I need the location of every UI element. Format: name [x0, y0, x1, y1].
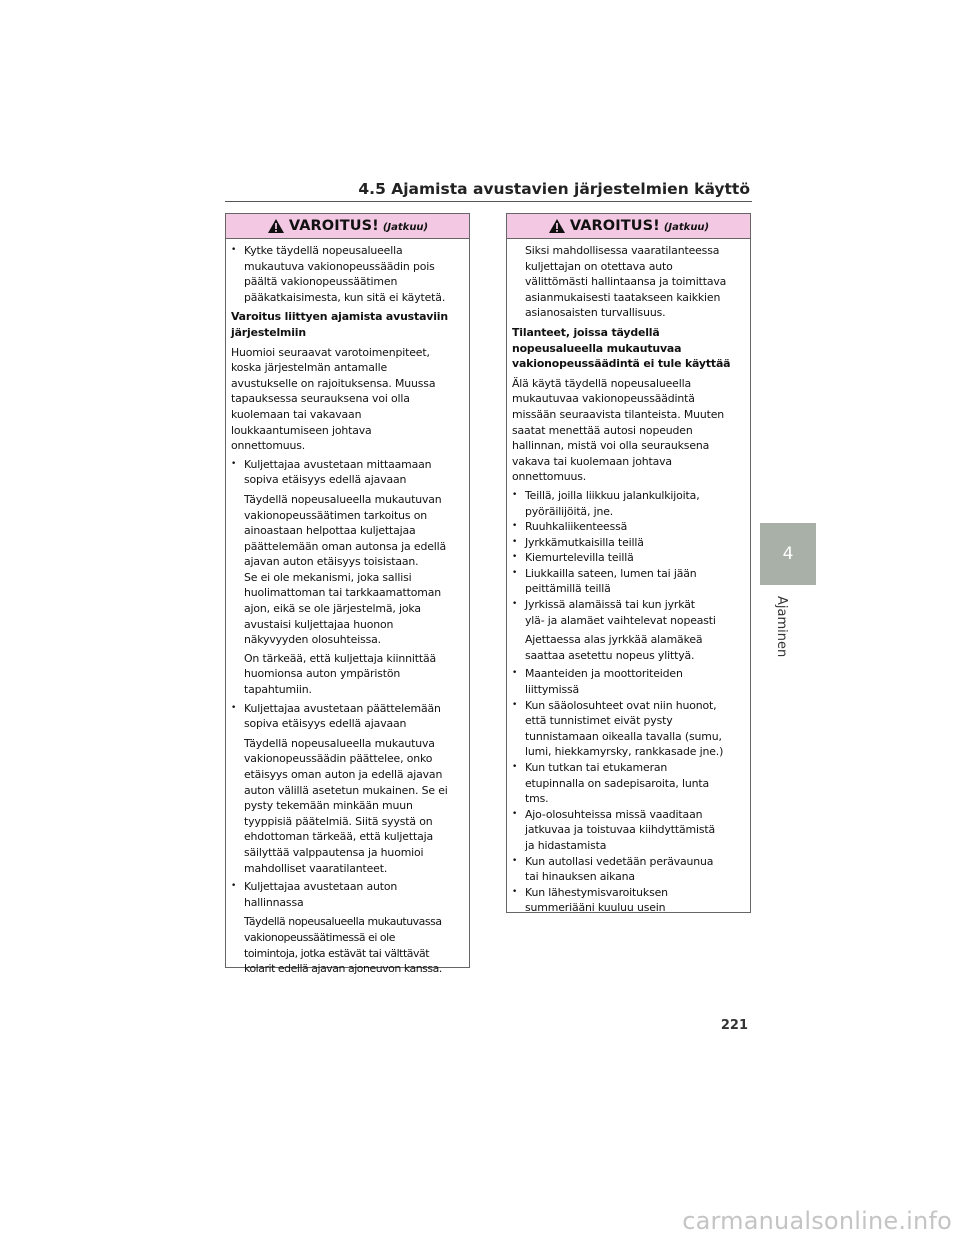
subheading: Tilanteet, joissa täydellä nopeusalueella mukautuvaa vakionopeussäädintä ei tule käyttää	[512, 325, 731, 371]
bullet-item: • Kun tutkan tai etukameran etupinnalla on sadepisaroita, lunta tms.	[512, 760, 742, 807]
bullet-item: • Ajo-olosuhteissa missä vaaditaan jatkuvaa ja toistuvaa kiihdyttämistä ja hidastamista	[512, 807, 742, 854]
continued-paragraph: Siksi mahdollisessa vaaratilanteessa kuljettajan on otettava auto välittömästi hallintaansa ja toimittava asianmukaisesti taatakseen kaikkien asianosaisten turvallisuus.	[525, 244, 727, 320]
warning-triangle-icon	[548, 218, 566, 234]
bullet-item: • Teillä, joilla liikkuu jalankulkijoita, pyöräilijöitä, jne.	[512, 488, 742, 519]
bullet-item: • Ruuhkaliikenteessä	[512, 519, 742, 535]
warning-continued: (Jatkuu)	[382, 222, 429, 233]
warning-body	[226, 239, 469, 977]
bullet-item: • Kuljettajaa avustetaan mittaamaan sopiva etäisyys edellä ajavaan	[231, 457, 461, 488]
chapter-label: Ajaminen	[774, 596, 789, 658]
bullet-item: • Jyrkkämutkaisilla teillä	[512, 535, 742, 551]
warning-box-right	[506, 213, 751, 913]
indented-paragraph: Täydellä nopeusalueella mukautuvassa vakionopeussäätimessä ei ole toimintoja, jotka estävät tai välttävät kolarit edellä ajavan ajoneuvon kanssa.	[244, 915, 442, 976]
bullet-item: • Kiemurtelevilla teillä	[512, 550, 742, 566]
indented-paragraph: Täydellä nopeusalueella mukautuva vakionopeussäädin päättelee, onko etäisyys oman auton ja edellä ajavan auton välillä asetetun mukainen. Se ei pysty tekemään minkään muun tyyppisiä päätelmiä. Siitä syystä on ehdottoman tärkeää, että kuljettaja säilyttää valppautensa ja huomioi mahdolliset vaaratilanteet.	[244, 736, 448, 875]
indented-paragraph: Ajettaessa alas jyrkkää alamäkeä saattaa asetettu nopeus ylittyä.	[525, 633, 703, 662]
bullet-item: • Maanteiden ja moottoriteiden liittymissä	[512, 666, 742, 697]
warning-header	[507, 214, 750, 239]
bullet-item: • Kun sääolosuhteet ovat niin huonot, että tunnistimet eivät pysty tunnistamaan oikealla tavalla (sumu, lumi, hiekkamyrsky, rankkasade jne.)	[512, 698, 742, 760]
bullet-item: • Jyrkissä alamäissä tai kun jyrkät ylä- ja alamäet vaihtelevat nopeasti	[512, 597, 742, 628]
warning-triangle-icon	[267, 218, 285, 234]
section-header-title: 4.5 Ajamista avustavien järjestelmien käyttö	[358, 180, 750, 198]
paragraph: Älä käytä täydellä nopeusalueella mukautuvaa vakionopeussäädintä missään seuraavista tilanteista. Muuten saatat menettää autosi nopeuden hallinnan, mistä voi olla seurauksena vakava tai kuolemaan johtava onnettomuus.	[512, 376, 725, 484]
chapter-tab	[760, 523, 816, 585]
indented-paragraph: On tärkeää, että kuljettaja kiinnittää huomionsa auton ympäristön tapahtumiin.	[244, 651, 437, 697]
paragraph: Huomioi seuraavat varotoimenpiteet, koska järjestelmän antamalle avustukselle on rajoituksensa. Muussa tapauksessa seurauksena voi olla kuolemaan tai vakavaan loukkaantumiseen johtava onnettomuus.	[231, 345, 436, 453]
bullet-item: • Kuljettajaa avustetaan auton hallinnassa	[231, 879, 461, 910]
warning-title: VAROITUS!	[288, 218, 379, 234]
warning-body	[507, 239, 750, 916]
bullet-item: • Kun autollasi vedetään perävaunua tai hinauksen aikana	[512, 854, 742, 885]
warning-box-left	[225, 213, 470, 976]
chapter-number: 4	[782, 544, 794, 564]
indented-paragraph: Täydellä nopeusalueella mukautuvan vakionopeussäätimen tarkoitus on ainoastaan helpottaa kuljettajaa päättelemään oman autonsa ja edellä ajavan auton etäisyys toisistaan. Se ei ole mekanismi, joka sallisi huolimattoman tai tarkkaamattoman ajon, eikä se ole järjestelmä, joka avustaisi kuljettajaa huonon näkyvyyden olosuhteissa.	[244, 492, 447, 647]
warning-header	[226, 214, 469, 239]
bullet-item: • Kun lähestymisvaroituksen summeriääni kuuluu usein	[512, 885, 742, 916]
bullet-item: • Liukkailla sateen, lumen tai jään peittämillä teillä	[512, 566, 742, 597]
header-divider	[225, 201, 752, 202]
warning-continued: (Jatkuu)	[663, 222, 710, 233]
warning-title: VAROITUS!	[569, 218, 660, 234]
watermark: carmanualsonline.info	[682, 1207, 952, 1235]
bullet-item: • Kytke täydellä nopeusalueella mukautuva vakionopeussäädin pois päältä vakionopeussäätimen pääkatkaisimesta, kun sitä ei käytetä.	[231, 243, 461, 305]
subheading: Varoitus liittyen ajamista avustaviin järjestelmiin	[231, 310, 448, 339]
page-number: 221	[720, 1018, 748, 1033]
bullet-item: • Kuljettajaa avustetaan päättelemään sopiva etäisyys edellä ajavaan	[231, 701, 461, 732]
